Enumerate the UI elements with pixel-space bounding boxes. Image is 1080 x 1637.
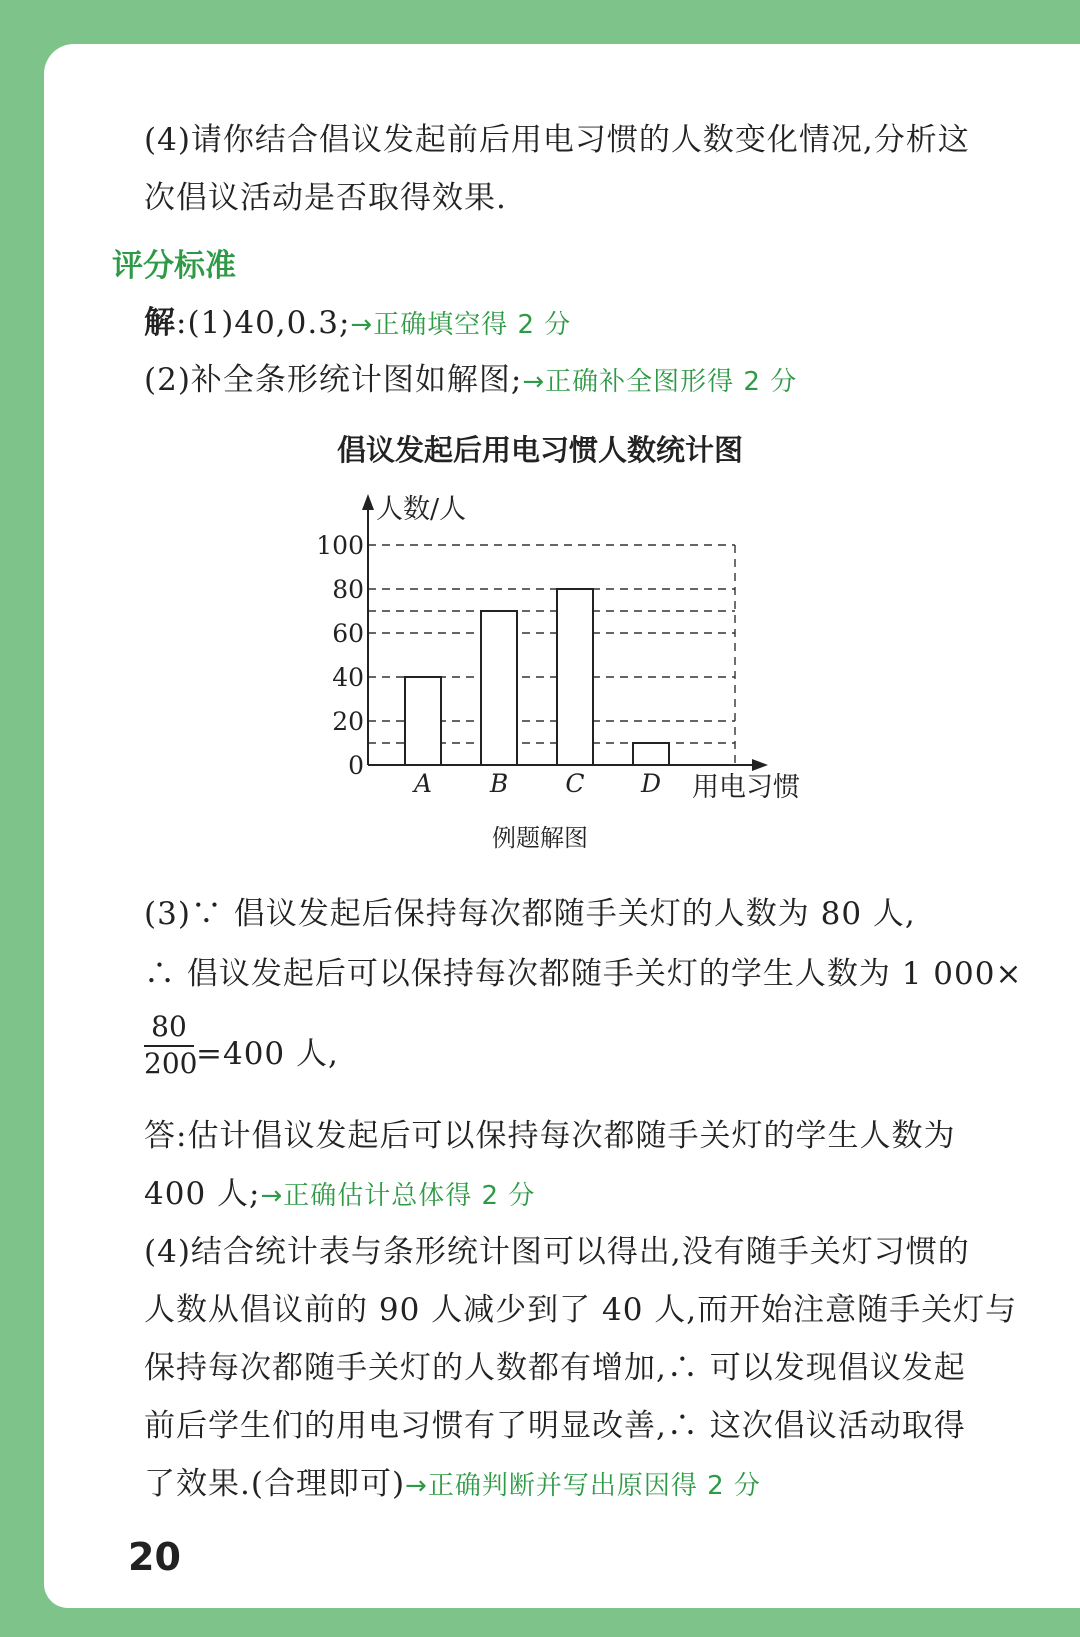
- answer-part4-line2: 人数从倡议前的 90 人减少到了 40 人,而开始注意随手关灯与: [144, 1292, 1018, 1328]
- answer-part4-line5-text: 了效果.(合理即可): [144, 1466, 406, 1502]
- answer-part4-line1: (4)结合统计表与条形统计图可以得出,没有随手关灯习惯的: [144, 1234, 970, 1270]
- bar-b: [481, 611, 517, 765]
- answer-part1-text: :(1)40,0.3;: [176, 305, 351, 341]
- x-tick-label: B: [489, 769, 509, 798]
- x-tick-label: C: [565, 769, 585, 798]
- x-tick-label: D: [640, 769, 662, 798]
- y-axis-label: 人数/人: [376, 494, 467, 525]
- answer-part4-note: →正确判断并写出原因得 2 分: [405, 1471, 761, 1501]
- bar-d: [633, 743, 669, 765]
- answer-part3-line5-text: 400 人;: [144, 1176, 261, 1212]
- chart-caption: 例题解图: [492, 824, 588, 852]
- y-tick-label: 20: [332, 707, 364, 736]
- y-tick-label: 100: [316, 531, 364, 560]
- y-tick-label: 0: [348, 751, 364, 780]
- answer-part3-line5: [144, 1168, 535, 1213]
- chart-title: 倡议发起后用电习惯人数统计图: [336, 433, 743, 467]
- x-tick-label: A: [413, 769, 433, 798]
- fraction-numerator: 80: [144, 1010, 194, 1047]
- fraction: [144, 1010, 198, 1080]
- answer-part4-line3: 保持每次都随手关灯的人数都有增加,∴ 可以发现倡议发起: [144, 1350, 966, 1386]
- answer-part3-note: →正确估计总体得 2 分: [260, 1181, 536, 1211]
- y-tick-label: 60: [332, 619, 364, 648]
- x-axis-arrow: [752, 759, 768, 771]
- answer-part2-note: →正确补全图形得 2 分: [522, 367, 798, 397]
- fraction-denominator: 200: [144, 1047, 198, 1080]
- answer-part2-text: (2)补全条形统计图如解图;: [144, 362, 523, 398]
- x-axis-label: 用电习惯: [692, 772, 800, 803]
- page-number: 20: [128, 1535, 181, 1579]
- y-tick-label: 80: [332, 575, 364, 604]
- y-tick-label: 40: [332, 663, 364, 692]
- bar-a: [405, 677, 441, 765]
- bar-c: [557, 589, 593, 765]
- answer-part3-line1: (3)∵ 倡议发起后保持每次都随手关灯的人数为 80 人,: [144, 896, 916, 932]
- scoring-heading: 评分标准: [112, 248, 236, 284]
- answer-part3-line2: ∴ 倡议发起后可以保持每次都随手关灯的学生人数为 1 000×: [144, 956, 1023, 992]
- answer-part3-line3: =400 人,: [196, 1036, 339, 1072]
- answer-part1-note: →正确填空得 2 分: [350, 310, 572, 340]
- answer-part3-line4: 答:估计倡议发起后可以保持每次都随手关灯的学生人数为: [144, 1118, 956, 1154]
- answer-part4-line4: 前后学生们的用电习惯有了明显改善,∴ 这次倡议活动取得: [144, 1408, 966, 1444]
- answer-part4-line5: [144, 1458, 761, 1503]
- question4-line2: 次倡议活动是否取得效果.: [144, 180, 507, 216]
- question4-line1: (4)请你结合倡议发起前后用电习惯的人数变化情况,分析这: [144, 122, 970, 158]
- y-axis-arrow: [362, 494, 374, 510]
- answer-prefix: 解: [144, 305, 176, 341]
